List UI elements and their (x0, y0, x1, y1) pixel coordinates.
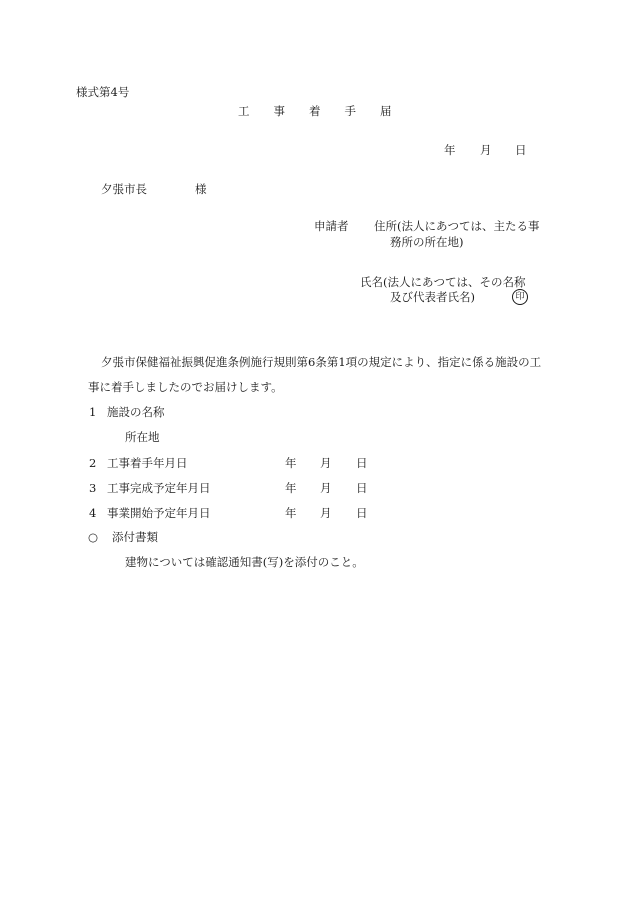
form-number: 様式第4号 (76, 85, 130, 99)
item-number: 3 (89, 481, 97, 495)
address-line-2: 務所の所在地) (390, 235, 464, 249)
item-month: 月 (320, 481, 332, 495)
item-year: 年 (285, 481, 297, 495)
name-line-1: 氏名(法人にあつては、その名称 (360, 275, 526, 289)
body-paragraph-line-1: 夕張市保健福祉振興促進条例施行規則第6条第1項の規定により、指定に係る施設の工 (101, 355, 542, 369)
item-label-location: 所在地 (125, 430, 160, 444)
item-day: 日 (356, 456, 368, 470)
item-month: 月 (320, 506, 332, 520)
body-paragraph-line-2: 事に着手しましたのでお届けします。 (88, 380, 283, 394)
item-year: 年 (285, 456, 297, 470)
document-title (238, 106, 392, 118)
item-label-completion-date: 工事完成予定年月日 (107, 481, 211, 495)
addressee-name: 夕張市長 (101, 182, 147, 196)
item-label-business-start: 事業開始予定年月日 (107, 506, 211, 520)
attachment-circle-mark: ○ (88, 530, 99, 544)
addressee-honorific: 様 (195, 182, 207, 196)
applicant-label: 申請者 (314, 219, 349, 233)
item-number: 1 (89, 405, 97, 419)
date-year: 年 (444, 143, 456, 157)
item-day: 日 (356, 481, 368, 495)
title-char: 工 (238, 104, 250, 118)
date-day: 日 (515, 143, 527, 157)
address-line-1: 住所(法人にあつては、主たる事 (374, 219, 540, 233)
item-number: 2 (89, 456, 97, 470)
name-line-2: 及び代表者氏名) (390, 290, 475, 304)
date-month: 月 (480, 143, 492, 157)
item-number: 4 (89, 506, 97, 520)
attachment-label: 添付書類 (112, 530, 158, 544)
seal-mark: 印 (512, 289, 528, 305)
title-char: 手 (344, 104, 356, 118)
attachment-note: 建物については確認通知書(写)を添付のこと。 (125, 555, 364, 569)
item-day: 日 (356, 506, 368, 520)
title-char: 届 (380, 104, 392, 118)
item-month: 月 (320, 456, 332, 470)
item-label-facility-name: 施設の名称 (107, 405, 165, 419)
item-label-construction-start: 工事着手年月日 (107, 456, 188, 470)
item-year: 年 (285, 506, 297, 520)
title-char: 着 (309, 104, 321, 118)
title-char: 事 (273, 104, 285, 118)
